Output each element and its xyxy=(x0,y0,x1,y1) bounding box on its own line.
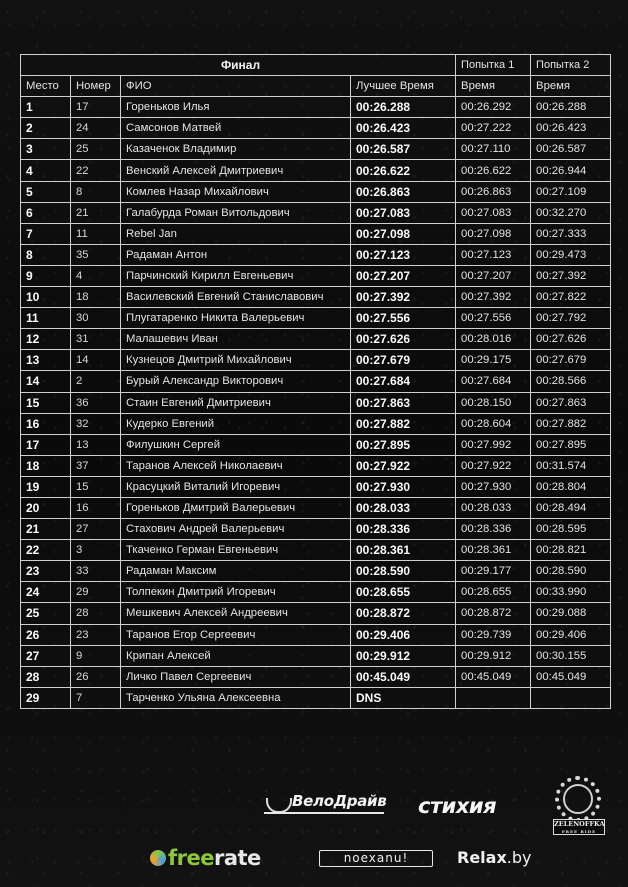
best-time-cell: 00:28.590 xyxy=(351,561,456,582)
number-cell: 36 xyxy=(71,392,121,413)
attempt1-cell: 00:27.083 xyxy=(456,202,531,223)
table-row xyxy=(21,497,611,518)
velodrive-text: ВелоДрайв xyxy=(292,792,387,810)
attempt1-cell: 00:45.049 xyxy=(456,666,531,687)
attempt2-cell: 00:27.109 xyxy=(531,181,611,202)
table-row xyxy=(21,645,611,666)
best-time-cell: 00:29.406 xyxy=(351,624,456,645)
zelenoffka-logo xyxy=(549,776,609,838)
results-table xyxy=(20,54,611,709)
relax-text: Relax xyxy=(457,848,507,867)
attempt2-cell: 00:30.155 xyxy=(531,645,611,666)
best-time-cell: 00:29.912 xyxy=(351,645,456,666)
table-row xyxy=(21,287,611,308)
attempt2-cell: 00:27.882 xyxy=(531,413,611,434)
best-time-cell: 00:27.123 xyxy=(351,244,456,265)
number-cell: 27 xyxy=(71,519,121,540)
attempt2-cell: 00:27.792 xyxy=(531,308,611,329)
name-cell: Кузнецов Дмитрий Михайлович xyxy=(121,350,351,371)
ball-icon xyxy=(150,850,166,866)
number-cell: 2 xyxy=(71,371,121,392)
best-time-cell: 00:26.622 xyxy=(351,160,456,181)
place-cell: 24 xyxy=(21,582,71,603)
attempt2-cell: 00:27.895 xyxy=(531,434,611,455)
table-row xyxy=(21,392,611,413)
attempt2-cell: 00:27.392 xyxy=(531,265,611,286)
best-time-cell: 00:27.895 xyxy=(351,434,456,455)
attempt1-cell: 00:28.336 xyxy=(456,519,531,540)
best-time-cell: 00:26.288 xyxy=(351,97,456,118)
number-cell: 37 xyxy=(71,455,121,476)
best-time-cell: 00:27.083 xyxy=(351,202,456,223)
cup-icon xyxy=(266,798,292,813)
best-time-cell: 00:27.392 xyxy=(351,287,456,308)
header-attempt1-time: Время xyxy=(456,76,531,97)
place-cell: 11 xyxy=(21,308,71,329)
attempt2-cell: 00:45.049 xyxy=(531,666,611,687)
emblem-icon xyxy=(563,784,593,814)
best-time-cell: 00:27.863 xyxy=(351,392,456,413)
number-cell: 35 xyxy=(71,244,121,265)
name-cell: Парчинский Кирилл Евгеньевич xyxy=(121,265,351,286)
best-time-cell: 00:26.863 xyxy=(351,181,456,202)
attempt2-cell: 00:27.679 xyxy=(531,350,611,371)
number-cell: 9 xyxy=(71,645,121,666)
best-time-cell: 00:27.930 xyxy=(351,476,456,497)
attempt1-cell: 00:27.930 xyxy=(456,476,531,497)
attempt2-cell: 00:29.088 xyxy=(531,603,611,624)
place-cell: 3 xyxy=(21,139,71,160)
attempt1-cell: 00:27.992 xyxy=(456,434,531,455)
table-row xyxy=(21,181,611,202)
attempt1-cell: 00:27.098 xyxy=(456,223,531,244)
attempt2-cell: 00:27.626 xyxy=(531,329,611,350)
number-cell: 24 xyxy=(71,118,121,139)
number-cell: 29 xyxy=(71,582,121,603)
number-cell: 32 xyxy=(71,413,121,434)
place-cell: 1 xyxy=(21,97,71,118)
attempt2-title: Попытка 2 xyxy=(531,55,611,76)
name-cell: Радаман Максим xyxy=(121,561,351,582)
attempt1-cell: 00:29.175 xyxy=(456,350,531,371)
relax-logo xyxy=(457,848,532,867)
table-row xyxy=(21,265,611,286)
attempt1-cell: 00:28.604 xyxy=(456,413,531,434)
table-row xyxy=(21,582,611,603)
attempt2-cell: 00:26.944 xyxy=(531,160,611,181)
place-cell: 9 xyxy=(21,265,71,286)
place-cell: 17 xyxy=(21,434,71,455)
number-cell: 16 xyxy=(71,497,121,518)
place-cell: 12 xyxy=(21,329,71,350)
table-row xyxy=(21,350,611,371)
attempt2-cell: 00:31.574 xyxy=(531,455,611,476)
number-cell: 7 xyxy=(71,687,121,708)
name-cell: Таранов Егор Сергеевич xyxy=(121,624,351,645)
attempt1-cell: 00:29.739 xyxy=(456,624,531,645)
name-cell: Личко Павел Сергеевич xyxy=(121,666,351,687)
attempt1-cell: 00:29.912 xyxy=(456,645,531,666)
attempt2-cell: 00:26.288 xyxy=(531,97,611,118)
attempt2-cell: 00:28.494 xyxy=(531,497,611,518)
name-cell: Казаченок Владимир xyxy=(121,139,351,160)
best-time-cell: 00:28.336 xyxy=(351,519,456,540)
table-row xyxy=(21,666,611,687)
place-cell: 26 xyxy=(21,624,71,645)
header-name: ФИО xyxy=(121,76,351,97)
attempt1-cell: 00:27.123 xyxy=(456,244,531,265)
best-time-cell: 00:28.361 xyxy=(351,540,456,561)
number-cell: 18 xyxy=(71,287,121,308)
number-cell: 3 xyxy=(71,540,121,561)
attempt2-cell: 00:28.566 xyxy=(531,371,611,392)
velodrive-underline xyxy=(264,812,384,814)
attempt1-cell: 00:27.110 xyxy=(456,139,531,160)
table-row xyxy=(21,329,611,350)
best-time-cell: 00:27.207 xyxy=(351,265,456,286)
stihiya-logo: стихия xyxy=(418,794,497,818)
header-place: Место xyxy=(21,76,71,97)
attempt1-title: Попытка 1 xyxy=(456,55,531,76)
table-row xyxy=(21,603,611,624)
attempt1-cell: 00:29.177 xyxy=(456,561,531,582)
attempt2-cell: 00:27.822 xyxy=(531,287,611,308)
title-row xyxy=(21,55,611,76)
zelenoffka-subtext: FREE RIDE xyxy=(561,829,597,834)
table-row xyxy=(21,624,611,645)
place-cell: 25 xyxy=(21,603,71,624)
table-row xyxy=(21,139,611,160)
table-row xyxy=(21,371,611,392)
attempt1-cell: 00:28.016 xyxy=(456,329,531,350)
best-time-cell: 00:27.684 xyxy=(351,371,456,392)
attempt2-cell: 00:32.270 xyxy=(531,202,611,223)
table-row xyxy=(21,455,611,476)
attempt2-cell: 00:28.804 xyxy=(531,476,611,497)
header-best-time: Лучшее Время xyxy=(351,76,456,97)
best-time-cell: 00:26.423 xyxy=(351,118,456,139)
attempt1-cell: 00:28.655 xyxy=(456,582,531,603)
best-time-cell: 00:27.556 xyxy=(351,308,456,329)
name-cell: Василевский Евгений Станиславович xyxy=(121,287,351,308)
velodrive-logo xyxy=(262,790,387,820)
attempt2-cell: 00:27.863 xyxy=(531,392,611,413)
name-cell: Гореньков Дмитрий Валерьевич xyxy=(121,497,351,518)
place-cell: 16 xyxy=(21,413,71,434)
table-row xyxy=(21,118,611,139)
number-cell: 21 xyxy=(71,202,121,223)
attempt1-cell: 00:27.556 xyxy=(456,308,531,329)
best-time-cell: 00:27.922 xyxy=(351,455,456,476)
attempt2-cell xyxy=(531,687,611,708)
place-cell: 8 xyxy=(21,244,71,265)
place-cell: 22 xyxy=(21,540,71,561)
number-cell: 22 xyxy=(71,160,121,181)
table-row xyxy=(21,540,611,561)
best-time-cell: 00:27.098 xyxy=(351,223,456,244)
zelenoffka-plate xyxy=(553,819,605,835)
name-cell: Комлев Назар Михайлович xyxy=(121,181,351,202)
best-time-cell: 00:27.679 xyxy=(351,350,456,371)
attempt1-cell: 00:28.361 xyxy=(456,540,531,561)
attempt2-cell: 00:28.821 xyxy=(531,540,611,561)
number-cell: 31 xyxy=(71,329,121,350)
attempt2-cell: 00:29.406 xyxy=(531,624,611,645)
table-row xyxy=(21,519,611,540)
place-cell: 5 xyxy=(21,181,71,202)
number-cell: 23 xyxy=(71,624,121,645)
place-cell: 13 xyxy=(21,350,71,371)
name-cell: Таранов Алексей Николаевич xyxy=(121,455,351,476)
poehali-logo: noexanu! xyxy=(319,850,433,867)
place-cell: 2 xyxy=(21,118,71,139)
best-time-cell: 00:27.882 xyxy=(351,413,456,434)
header-number: Номер xyxy=(71,76,121,97)
number-cell: 4 xyxy=(71,265,121,286)
name-cell: Красуцкий Виталий Игоревич xyxy=(121,476,351,497)
name-cell: Малашевич Иван xyxy=(121,329,351,350)
name-cell: Венский Алексей Дмитриевич xyxy=(121,160,351,181)
zelenoffka-text: ZELENOFFKA xyxy=(554,820,605,828)
name-cell: Стаин Евгений Дмитриевич xyxy=(121,392,351,413)
table-row xyxy=(21,687,611,708)
attempt1-cell: 00:26.863 xyxy=(456,181,531,202)
number-cell: 33 xyxy=(71,561,121,582)
name-cell: Радаман Антон xyxy=(121,244,351,265)
freerate-logo xyxy=(150,846,261,872)
number-cell: 28 xyxy=(71,603,121,624)
number-cell: 25 xyxy=(71,139,121,160)
place-cell: 27 xyxy=(21,645,71,666)
number-cell: 15 xyxy=(71,476,121,497)
place-cell: 21 xyxy=(21,519,71,540)
attempt2-cell: 00:33.990 xyxy=(531,582,611,603)
place-cell: 28 xyxy=(21,666,71,687)
table-row xyxy=(21,160,611,181)
best-time-cell: 00:28.655 xyxy=(351,582,456,603)
attempt2-cell: 00:28.595 xyxy=(531,519,611,540)
number-cell: 11 xyxy=(71,223,121,244)
place-cell: 29 xyxy=(21,687,71,708)
table-row xyxy=(21,244,611,265)
table-row xyxy=(21,308,611,329)
number-cell: 8 xyxy=(71,181,121,202)
place-cell: 20 xyxy=(21,497,71,518)
name-cell: Rebel Jan xyxy=(121,223,351,244)
name-cell: Самсонов Матвей xyxy=(121,118,351,139)
table-row xyxy=(21,434,611,455)
place-cell: 15 xyxy=(21,392,71,413)
attempt2-cell: 00:27.333 xyxy=(531,223,611,244)
attempt1-cell: 00:26.292 xyxy=(456,97,531,118)
name-cell: Толпекин Дмитрий Игоревич xyxy=(121,582,351,603)
table-row xyxy=(21,97,611,118)
name-cell: Филушкин Сергей xyxy=(121,434,351,455)
place-cell: 18 xyxy=(21,455,71,476)
name-cell: Тарченко Ульяна Алексеевна xyxy=(121,687,351,708)
name-cell: Кудерко Евгений xyxy=(121,413,351,434)
name-cell: Гореньков Илья xyxy=(121,97,351,118)
table-title: Финал xyxy=(21,55,456,76)
attempt2-cell: 00:28.590 xyxy=(531,561,611,582)
relax-domain: .by xyxy=(506,848,532,867)
results-body xyxy=(21,97,611,709)
number-cell: 14 xyxy=(71,350,121,371)
table-row xyxy=(21,561,611,582)
best-time-cell: 00:27.626 xyxy=(351,329,456,350)
name-cell: Ткаченко Герман Евгеньевич xyxy=(121,540,351,561)
number-cell: 26 xyxy=(71,666,121,687)
number-cell: 13 xyxy=(71,434,121,455)
table-row xyxy=(21,223,611,244)
table-row xyxy=(21,476,611,497)
name-cell: Крипан Алексей xyxy=(121,645,351,666)
attempt1-cell xyxy=(456,687,531,708)
header-row xyxy=(21,76,611,97)
header-attempt2-time: Время xyxy=(531,76,611,97)
attempt2-cell: 00:29.473 xyxy=(531,244,611,265)
place-cell: 7 xyxy=(21,223,71,244)
number-cell: 30 xyxy=(71,308,121,329)
attempt1-cell: 00:27.392 xyxy=(456,287,531,308)
place-cell: 19 xyxy=(21,476,71,497)
name-cell: Мешкевич Алексей Андреевич xyxy=(121,603,351,624)
number-cell: 17 xyxy=(71,97,121,118)
table-row xyxy=(21,202,611,223)
best-time-cell: 00:45.049 xyxy=(351,666,456,687)
freerate-free-text: free xyxy=(168,846,214,870)
attempt2-cell: 00:26.587 xyxy=(531,139,611,160)
attempt1-cell: 00:28.872 xyxy=(456,603,531,624)
place-cell: 10 xyxy=(21,287,71,308)
table-row xyxy=(21,413,611,434)
place-cell: 6 xyxy=(21,202,71,223)
best-time-cell: 00:28.872 xyxy=(351,603,456,624)
place-cell: 23 xyxy=(21,561,71,582)
name-cell: Плугатаренко Никита Валерьевич xyxy=(121,308,351,329)
best-time-cell: 00:28.033 xyxy=(351,497,456,518)
attempt1-cell: 00:27.222 xyxy=(456,118,531,139)
attempt1-cell: 00:28.033 xyxy=(456,497,531,518)
attempt2-cell: 00:26.423 xyxy=(531,118,611,139)
best-time-cell: 00:26.587 xyxy=(351,139,456,160)
attempt1-cell: 00:26.622 xyxy=(456,160,531,181)
best-time-cell: DNS xyxy=(351,687,456,708)
freerate-rate-text: rate xyxy=(213,846,261,870)
attempt1-cell: 00:27.922 xyxy=(456,455,531,476)
name-cell: Галабурда Роман Витольдович xyxy=(121,202,351,223)
name-cell: Бурый Александр Викторович xyxy=(121,371,351,392)
place-cell: 4 xyxy=(21,160,71,181)
name-cell: Стахович Андрей Валерьевич xyxy=(121,519,351,540)
place-cell: 14 xyxy=(21,371,71,392)
attempt1-cell: 00:27.207 xyxy=(456,265,531,286)
attempt1-cell: 00:27.684 xyxy=(456,371,531,392)
attempt1-cell: 00:28.150 xyxy=(456,392,531,413)
